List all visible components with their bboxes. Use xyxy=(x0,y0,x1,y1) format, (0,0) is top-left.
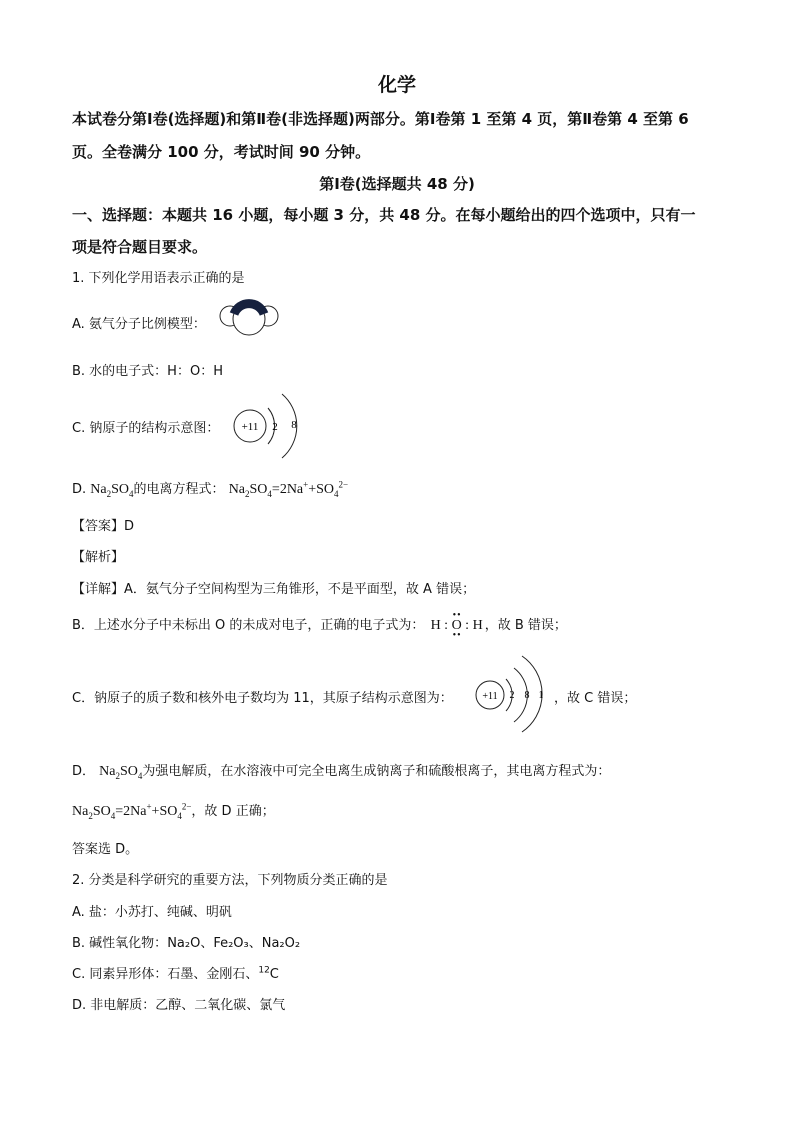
q2-b-prefix: B. 碱性氧化物： xyxy=(72,936,168,951)
de-so: SO xyxy=(92,804,111,819)
answer-label: 【答案】 xyxy=(72,519,125,534)
answer-value: D xyxy=(124,519,135,534)
section-heading-line-2: 项是符合题目要求。 xyxy=(72,238,208,256)
detail-b-suffix: ，故 B 错误； xyxy=(484,618,567,633)
de-sub-4: 4 xyxy=(110,810,116,821)
de-charge: 2− xyxy=(181,801,192,812)
q1-detail-a xyxy=(72,578,475,597)
q2-option-c xyxy=(72,963,279,982)
eq-na: Na xyxy=(228,482,246,497)
q1-detail-b xyxy=(72,610,567,641)
q2-b-items: Na₂O、Fe₂O₃、Na₂O₂ xyxy=(167,936,301,951)
q1-option-d xyxy=(72,478,348,499)
q2-c-mass-number: 12 xyxy=(258,965,270,976)
q1-conclusion: 答案选 D。 xyxy=(72,842,139,857)
sodium-structure-diagram-icon xyxy=(228,390,308,470)
eq-sub-4b: 4 xyxy=(334,488,339,499)
detail-d-suffix: ，故 D 正确； xyxy=(191,804,275,819)
q1-option-a: A. 氨气分子比例模型： xyxy=(72,317,206,332)
eq-charge: 2− xyxy=(338,479,349,490)
formula-so: SO xyxy=(111,482,130,497)
detail-d-eq xyxy=(72,801,192,821)
q1-d-equation xyxy=(228,479,349,499)
q1-detail-d xyxy=(72,760,610,781)
eq-sub-4: 4 xyxy=(267,488,272,499)
q1-option-c: C. 钠原子的结构示意图： xyxy=(72,421,220,436)
formula-sub-4: 4 xyxy=(129,488,134,499)
q1-c-shell-1-label: 2 xyxy=(272,421,278,433)
page-title: 化学 xyxy=(377,74,416,96)
lone-pair-top-icon: •• xyxy=(452,610,462,621)
detail-c-shell-2-label: 8 xyxy=(524,690,530,701)
q1-d-suffix: 的电离方程式： xyxy=(133,482,225,497)
de-na: Na xyxy=(72,804,89,819)
lone-pair-bottom-icon: •• xyxy=(452,630,462,641)
de-sub-2: 2 xyxy=(88,810,93,821)
detail-d-middle: 为强电解质，在水溶液中可完全电离生成钠离子和硫酸根离子，其电离方程式为： xyxy=(142,764,611,779)
eq-so: SO xyxy=(249,482,268,497)
q2-c-symbol: C xyxy=(269,967,279,982)
q1-answer xyxy=(72,515,134,534)
q2-stem: 2. 分类是科学研究的重要方法，下列物质分类正确的是 xyxy=(72,873,388,888)
detail-label: 【详解】 xyxy=(72,582,125,597)
detail-d-formula xyxy=(99,764,142,779)
q1-detail-c: C．钠原子的质子数和核外电子数均为 11，其原子结构示意图为： xyxy=(72,691,453,706)
eq-plus: + xyxy=(303,479,309,490)
formula-na: Na xyxy=(90,482,107,497)
q1-detail-d-equation xyxy=(72,800,275,821)
eq-sub-2: 2 xyxy=(245,488,250,499)
intro-line-1: 本试卷分第Ⅰ卷(选择题)和第Ⅱ卷(非选择题)两部分。第Ⅰ卷第 1 至第 4 页，第Ⅱ卷第 4 至第 6 xyxy=(72,110,689,128)
q1-d-prefix: D. xyxy=(72,482,87,497)
water-electron-formula xyxy=(429,610,485,641)
de-plus: + xyxy=(146,801,152,812)
detail-b-prefix: B．上述水分子中未标出 O 的未成对电子，正确的电子式为： xyxy=(72,618,425,633)
q1-c-shell-2-label: 8 xyxy=(291,419,297,431)
section-heading-line-1: 一、选择题：本题共 16 小题，每小题 3 分，共 48 分。在每小题给出的四个选项中，只有一 xyxy=(72,206,696,224)
sodium-full-structure-diagram-icon xyxy=(474,654,564,734)
detail-c-shell-1-label: 2 xyxy=(509,690,515,701)
detail-a-text: A．氨气分子空间构型为三角锥形，不是平面型，故 A 错误； xyxy=(124,582,476,597)
ammonia-model-icon xyxy=(218,298,282,340)
q2-option-a: A. 盐：小苏打、纯碱、明矾 xyxy=(72,905,232,920)
q1-d-formula-a xyxy=(90,482,133,497)
q1-option-b: B. 水的电子式：H：O：H xyxy=(72,364,223,379)
formula-sub-2: 2 xyxy=(106,488,112,499)
dd-na: Na xyxy=(99,764,116,779)
q2-option-d: D. 非电解质：乙醇、二氧化碳、氯气 xyxy=(72,998,286,1013)
q2-option-b xyxy=(72,932,300,951)
detail-c-shell-3-label: 1 xyxy=(538,690,544,701)
q1-c-nucleus-label: +11 xyxy=(241,421,259,433)
water-formula-text: H : O : H xyxy=(430,618,483,633)
analysis-label: 【解析】 xyxy=(72,550,125,565)
intro-line-2: 页。全卷满分 100 分，考试时间 90 分钟。 xyxy=(72,143,371,161)
section-title: 第Ⅰ卷(选择题共 48 分) xyxy=(319,175,475,193)
detail-d-prefix: D． xyxy=(72,764,96,779)
eq-so4: +SO xyxy=(308,482,335,497)
de-so4: +SO xyxy=(151,804,178,819)
dd-so: SO xyxy=(119,764,138,779)
de-2na: =2Na xyxy=(115,804,147,819)
eq-2na: =2Na xyxy=(271,482,304,497)
dd-sub-2: 2 xyxy=(115,770,120,781)
dd-sub-4: 4 xyxy=(137,770,143,781)
q2-c-prefix: C. 同素异形体：石墨、金刚石、 xyxy=(72,967,259,982)
q1-detail-c-suffix: ，故 C 错误； xyxy=(554,691,637,706)
detail-c-nucleus-label: +11 xyxy=(482,691,498,702)
q1-stem: 1. 下列化学用语表示正确的是 xyxy=(72,271,245,286)
de-sub-4b: 4 xyxy=(177,810,182,821)
